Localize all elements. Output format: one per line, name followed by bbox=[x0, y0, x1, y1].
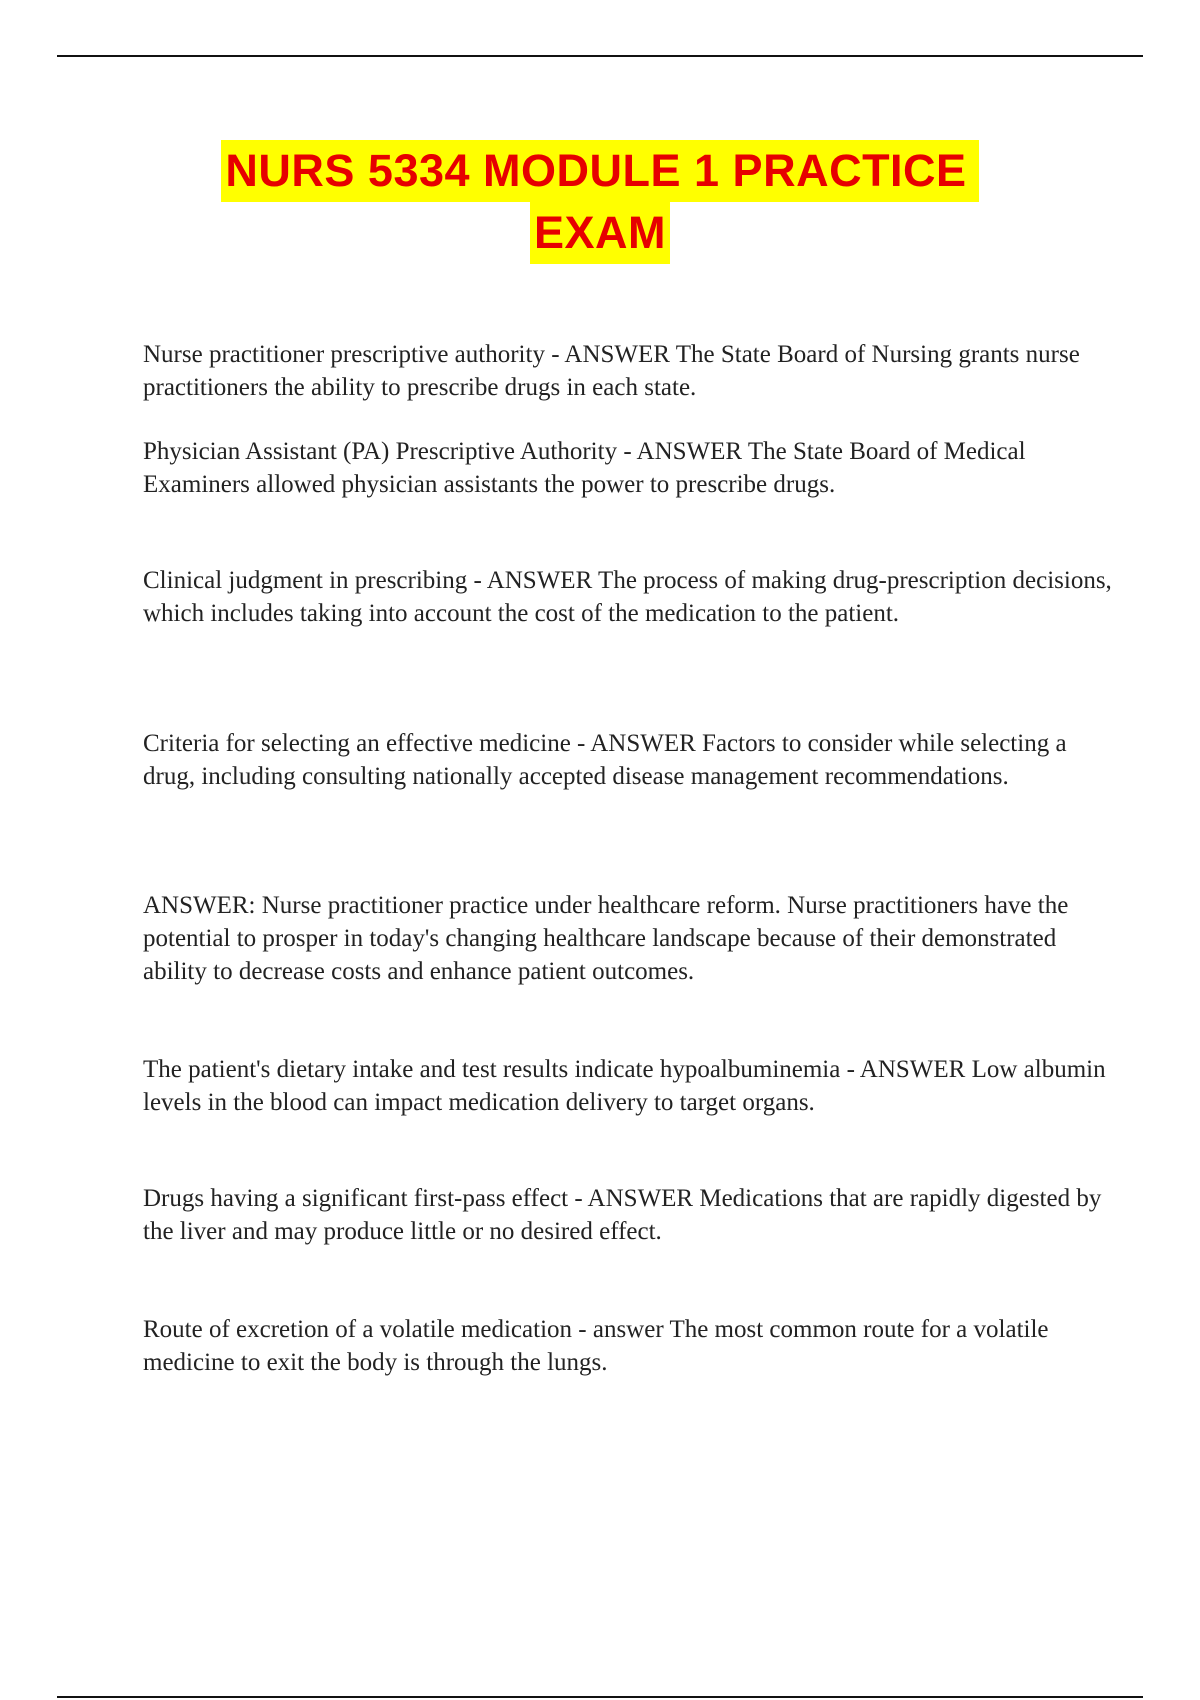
qa-entry-pa-authority: Physician Assistant (PA) Prescriptive Authority - ANSWER The State Board of Medical Examiners allowed physician assistants the power to prescribe drugs. bbox=[143, 438, 1026, 498]
top-divider bbox=[57, 55, 1143, 57]
title-line-2: EXAM bbox=[530, 202, 670, 264]
bottom-divider bbox=[57, 1696, 1143, 1698]
page-title bbox=[0, 140, 1200, 264]
qa-entry-hypoalbuminemia: The patient's dietary intake and test results indicate hypoalbuminemia - ANSWER Low albumin levels in the blood can impact medication delivery to target organs. bbox=[143, 1056, 1106, 1116]
qa-entry-selection-criteria: Criteria for selecting an effective medicine - ANSWER Factors to consider while selecting a drug, including consulting nationally accepted disease management recommendations. bbox=[143, 730, 1067, 790]
title-line-1: NURS 5334 MODULE 1 PRACTICE bbox=[221, 140, 978, 202]
qa-entry-first-pass-effect: Drugs having a significant first-pass effect - ANSWER Medications that are rapidly digested by the liver and may produce little or no desired effect. bbox=[143, 1185, 1102, 1245]
qa-entry-volatile-excretion: Route of excretion of a volatile medication - answer The most common route for a volatile medicine to exit the body is through the lungs. bbox=[143, 1316, 1049, 1376]
qa-entry-prescriptive-authority: Nurse practitioner prescriptive authority - ANSWER The State Board of Nursing grants nurse practitioners the ability to prescribe drugs in each state. bbox=[143, 341, 1080, 401]
qa-entry-healthcare-reform: ANSWER: Nurse practitioner practice under healthcare reform. Nurse practitioners have the potential to prosper in today's changing healthcare landscape because of their demonstrated ability to decrease costs and enhance patient outcomes. bbox=[143, 892, 1069, 985]
qa-entry-clinical-judgment: Clinical judgment in prescribing - ANSWER The process of making drug-prescription decisions, which includes taking into account the cost of the medication to the patient. bbox=[143, 567, 1112, 627]
